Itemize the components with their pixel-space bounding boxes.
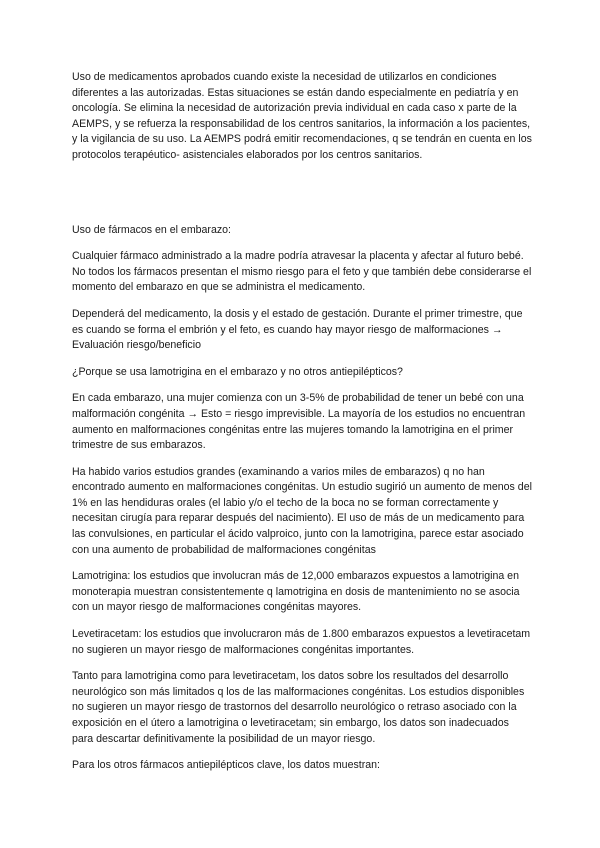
section-heading-pregnancy: Uso de fármacos en el embarazo: [72, 223, 231, 236]
paragraph-lamotrigine: Lamotrigina: los estudios que involucran más de 12,000 embarazos expuestos a lamotrigina en monoterapia muestran consistentemente q lamotrigina en dosis de mantenimiento no se asocia con un mayor riesgo de malformaciones congénitas mayores. [72, 570, 520, 614]
paragraph-placenta: Cualquier fármaco administrado a la madre podría atravesar la placenta y afectar al futuro bebé. No todos los fármacos presentan el mismo riesgo para el feto y que también debe considerarse el momento del embarazo en que se administra el medicamento. [72, 250, 532, 294]
paragraph-off-label-use: Uso de medicamentos aprobados cuando existe la necesidad de utilizarlos en condiciones diferentes a las autorizadas. Estas situaciones se están dando especialmente en pediatría y en oncología. Se elimina la necesidad de autorización previa individual en cada caso x parte de la AEMPS, y se refuerza la responsabilidad de los centros sanitarios, la información a los pacientes, y la vigilancia de su uso. La AEMPS podrá emitir recomendaciones, q se tendrán en cuenta en los protocolos terapéutico- asistenciales elaborados por los centros sanitarios. [72, 71, 532, 161]
section-gap [72, 175, 532, 223]
paragraph-baseline-risk: En cada embarazo, una mujer comienza con un 3-5% de probabilidad de tener un bebé con una malformación congénita → Esto = riesgo imprevisible. La mayoría de los estudios no encuentran aumento en malformaciones congénitas entre las mujeres tomando la lamotrigina en el primer trimestre de sus embarazos. [72, 392, 526, 452]
paragraph-neurodevelopment: Tanto para lamotrigina como para levetiracetam, los datos sobre los resultados del desarrollo neurológico son más limitados q los de las malformaciones congénitas. Los estudios disponibles no sugieren un mayor riesgo de trastornos del desarrollo neurológico o retraso asociado con la exposición en el útero a lamotrigina o levetiracetam; sin embargo, los datos son inadecuados para descartar definitivamente la posibilidad de un mayor riesgo. [72, 670, 525, 745]
document-page [72, 70, 532, 785]
paragraph-large-studies: Ha habido varios estudios grandes (examinando a varios miles de embarazos) q no han encontrado aumento en malformaciones congénitas. Un estudio sugirió un aumento de menos del 1% en las hendiduras orales (el labio y/o el techo de la boca no se forman correctamente y necesitan cirugía para reparar después del nacimiento). El uso de más de un medicamento para las convulsiones, en particular el ácido valproico, junto con la lamotrigina, parece estar asociado con una aumento de probabilidad de malformaciones congénitas [72, 465, 532, 556]
paragraph-levetiracetam: Levetiracetam: los estudios que involucraron más de 1.800 embarazos expuestos a levetiracetam no sugieren un mayor riesgo de malformaciones congénitas importantes. [72, 628, 531, 656]
paragraph-trimester-risk: Dependerá del medicamento, la dosis y el estado de gestación. Durante el primer trimestre, que es cuando se forma el embrión y el feto, es cuando hay mayor riesgo de malformaciones → Evaluación riesgo/beneficio [72, 307, 523, 352]
question-lamotrigine: ¿Porque se usa lamotrigina en el embarazo y no otros antiepilépticos? [72, 365, 403, 378]
paragraph-other-drugs: Para los otros fármacos antiepilépticos clave, los datos muestran: [72, 759, 380, 772]
